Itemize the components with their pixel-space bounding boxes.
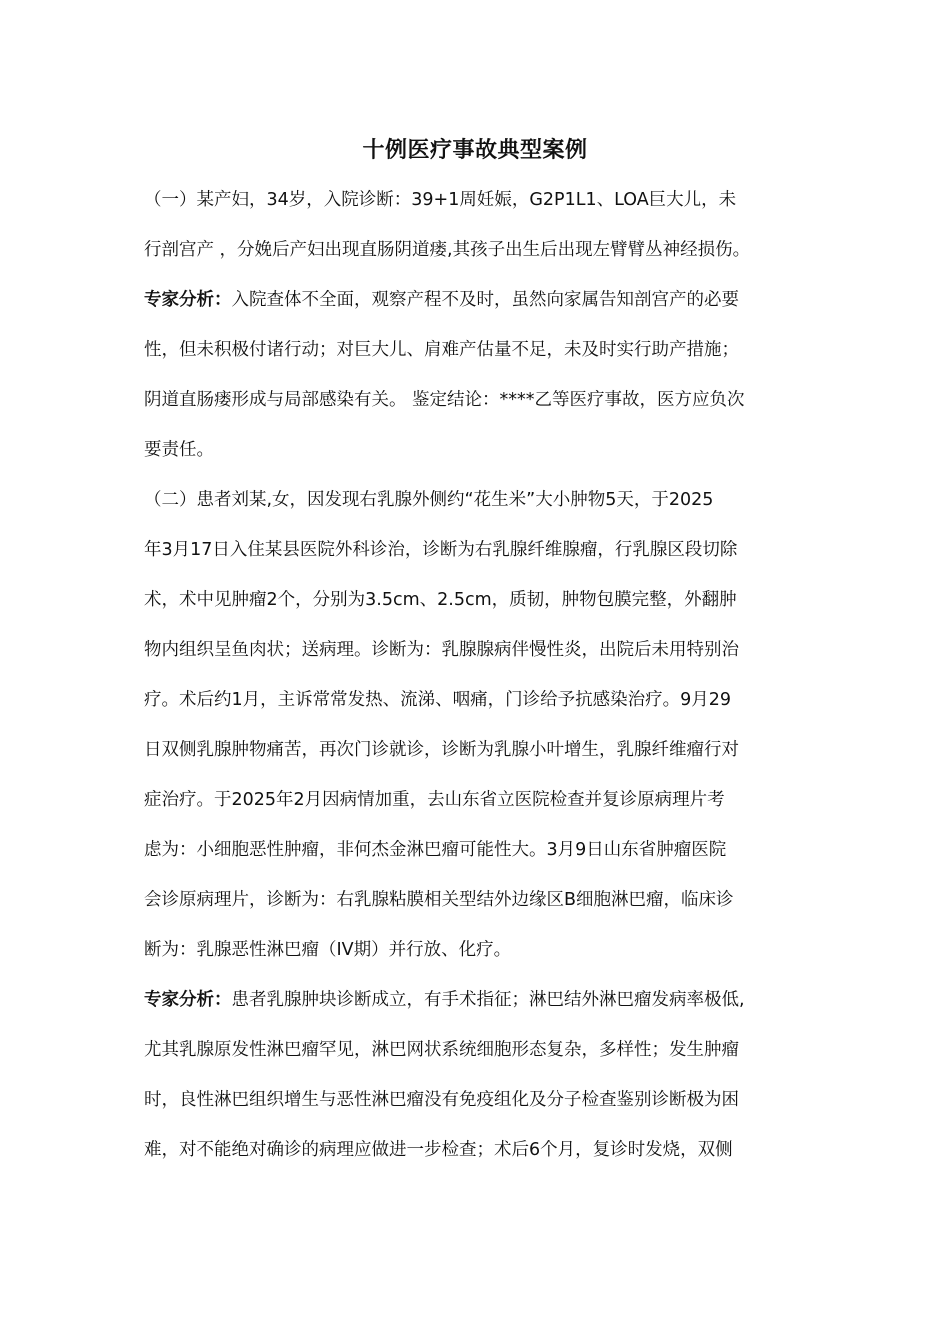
text-line <box>144 932 812 982</box>
text-line <box>144 982 812 1032</box>
line-text: 尤其乳腺原发性淋巴瘤罕见，淋巴网状系统细胞形态复杂，多样性；发生肿瘤 <box>144 1040 739 1060</box>
document-body <box>144 182 812 1182</box>
text-line <box>144 682 812 732</box>
line-text: 日双侧乳腺肿物痛苦，再次门诊就诊，诊断为乳腺小叶增生，乳腺纤维瘤行对 <box>144 740 739 760</box>
document-title: 十例医疗事故典型案例 <box>362 138 588 163</box>
line-text: 性，但未积极付诸行动；对巨大儿、肩难产估量不足，未及时实行助产措施； <box>144 340 739 360</box>
text-line <box>144 532 812 582</box>
text-line <box>144 782 812 832</box>
line-text: 症治疗。于2025年2月因病情加重，去山东省立医院检查并复诊原病理片考 <box>144 790 725 810</box>
text-line <box>144 1132 812 1182</box>
text-line <box>144 282 812 332</box>
text-line <box>144 882 812 932</box>
line-text: 虑为：小细胞恶性肿瘤，非何杰金淋巴瘤可能性大。3月9日山东省肿瘤医院 <box>144 840 727 860</box>
text-line <box>144 1032 812 1082</box>
text-line <box>144 632 812 682</box>
line-text: 难，对不能绝对确诊的病理应做进一步检查；术后6个月，复诊时发烧，双侧 <box>144 1140 733 1160</box>
line-text: 患者乳腺肿块诊断成立，有手术指征；淋巴结外淋巴瘤发病率极低, <box>231 990 745 1010</box>
text-line <box>144 332 812 382</box>
text-line <box>144 382 812 432</box>
text-line <box>144 482 812 532</box>
line-text: （二）患者刘某,女，因发现右乳腺外侧约“花生米”大小肿物5天，于2025 <box>144 490 714 510</box>
line-text: 行剖宫产 ，分娩后产妇出现直肠阴道瘘,其孩子出生后出现左臂臂丛神经损伤。 <box>144 240 751 260</box>
line-text: 术，术中见肿瘤2个，分别为3.5cm、2.5cm，质韧，肿物包膜完整，外翻肿 <box>144 590 737 610</box>
text-line <box>144 182 812 232</box>
line-text: 要责任。 <box>144 440 214 460</box>
text-line <box>144 582 812 632</box>
text-line <box>144 732 812 782</box>
line-text: 年3月17日入住某县医院外科诊治，诊断为右乳腺纤维腺瘤，行乳腺区段切除 <box>144 540 738 560</box>
line-text: 物内组织呈鱼肉状；送病理。诊断为：乳腺腺病伴慢性炎，出院后未用特别治 <box>144 640 739 660</box>
text-line <box>144 1082 812 1132</box>
line-text: 入院查体不全面，观察产程不及时，虽然向家属告知剖宫产的必要 <box>231 290 739 310</box>
expert-analysis-label: 专家分析： <box>144 990 232 1010</box>
text-line <box>144 232 812 282</box>
line-text: 阴道直肠瘘形成与局部感染有关。 鉴定结论：****乙等医疗事故，医方应负次 <box>144 390 745 410</box>
expert-analysis-label: 专家分析： <box>144 290 232 310</box>
line-text: （一）某产妇，34岁，入院诊断：39+1周妊娠，G2P1L1、LOA巨大儿，未 <box>144 190 737 210</box>
text-line <box>144 832 812 882</box>
line-text: 断为：乳腺恶性淋巴瘤（IV期）并行放、化疗。 <box>144 940 512 960</box>
text-line <box>144 432 812 482</box>
line-text: 疗。术后约1月，主诉常常发热、流涕、咽痛，门诊给予抗感染治疗。9月29 <box>144 690 732 710</box>
line-text: 会诊原病理片，诊断为：右乳腺粘膜相关型结外边缘区B细胞淋巴瘤，临床诊 <box>144 890 734 910</box>
line-text: 时，良性淋巴组织增生与恶性淋巴瘤没有免疫组化及分子检查鉴别诊断极为困 <box>144 1090 739 1110</box>
